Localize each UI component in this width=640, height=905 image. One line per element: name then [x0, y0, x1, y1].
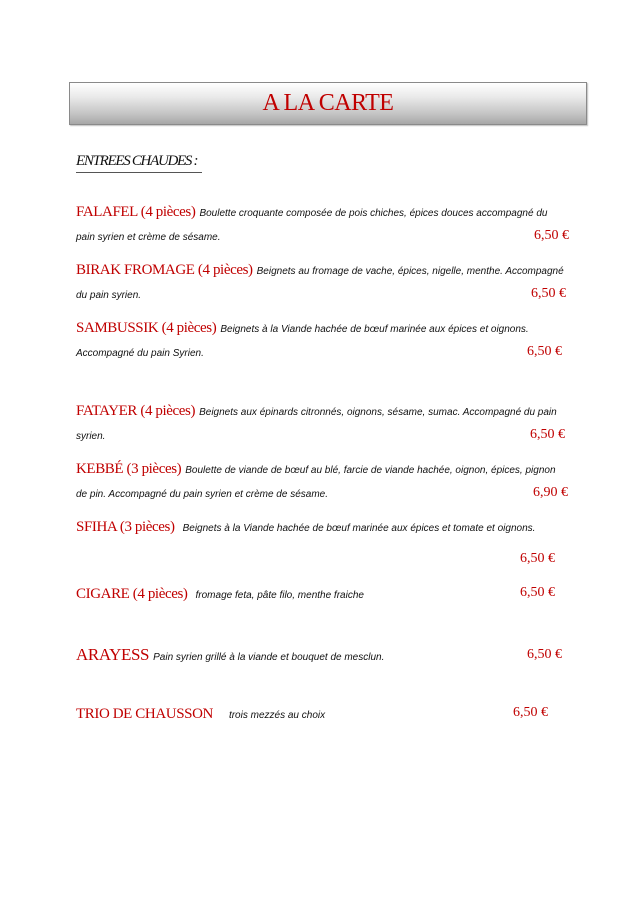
item-price: 6,90 € [533, 485, 568, 500]
item-name: FATAYER (4 pièces) [76, 403, 196, 419]
item-description-cont: syrien. [76, 431, 106, 442]
item-name: FALAFEL (4 pièces) [76, 204, 196, 220]
item-price: 6,50 € [520, 585, 555, 600]
item-description-cont: pain syrien et crème de sésame. [76, 232, 221, 243]
item-description: Boulette de viande de bœuf au blé, farcie de viande hachée, oignon, épices, pignon [185, 465, 556, 476]
page-title: A LA CARTE [262, 90, 394, 116]
item-price: 6,50 € [513, 705, 548, 720]
item-price: 6,50 € [530, 427, 565, 442]
menu-item-birak-fromage [76, 261, 576, 301]
item-price: 6,50 € [534, 228, 569, 243]
item-name: ARAYESS [76, 645, 150, 664]
item-description: Beignets à la Viande hachée de bœuf marinée aux épices et oignons. [220, 324, 529, 335]
item-description: Beignets à la Viande hachée de bœuf marinée aux épices et tomate et oignons. [182, 523, 536, 534]
item-description: Beignets au fromage de vache, épices, nigelle, menthe. Accompagné [256, 266, 564, 277]
item-name: CIGARE (4 pièces) [76, 586, 188, 602]
item-name: BIRAK FROMAGE (4 pièces) [76, 262, 253, 278]
item-description-cont: Accompagné du pain Syrien. [76, 348, 204, 359]
item-description: Boulette croquante composée de pois chiches, épices douces accompagné du [199, 208, 548, 219]
item-name: TRIO DE CHAUSSON [76, 706, 213, 722]
menu-item-trio-de-chausson [76, 705, 576, 725]
menu-item-cigare [76, 585, 576, 605]
heading-underline [76, 172, 202, 173]
item-description: fromage feta, pâte filo, menthe fraiche [195, 590, 364, 601]
item-price: 6,50 € [531, 286, 566, 301]
section-heading: ENTREES CHAUDES : [76, 153, 198, 169]
title-banner [69, 82, 587, 125]
menu-item-sfiha [76, 518, 576, 566]
item-description: Pain syrien grillé à la viande et bouquet de mesclun. [153, 652, 385, 663]
item-description-cont: du pain syrien. [76, 290, 142, 301]
item-price: 6,50 € [527, 647, 562, 662]
item-name: KEBBÉ (3 pièces) [76, 461, 182, 477]
item-description: trois mezzés au choix [228, 710, 326, 721]
item-price: 6,50 € [520, 551, 555, 566]
item-name: SAMBUSSIK (4 pièces) [76, 320, 217, 336]
item-description: Beignets aux épinards citronnés, oignons, sésame, sumac. Accompagné du pain [199, 407, 557, 418]
menu-item-kebbe [76, 460, 576, 500]
menu-item-falafel [76, 203, 576, 243]
item-price: 6,50 € [527, 344, 562, 359]
menu-item-sambussik [76, 319, 576, 359]
item-name: SFIHA (3 pièces) [76, 519, 175, 535]
menu-item-arayess [76, 646, 576, 667]
menu-item-fatayer [76, 402, 576, 442]
item-description-cont: de pin. Accompagné du pain syrien et crème de sésame. [76, 489, 328, 500]
